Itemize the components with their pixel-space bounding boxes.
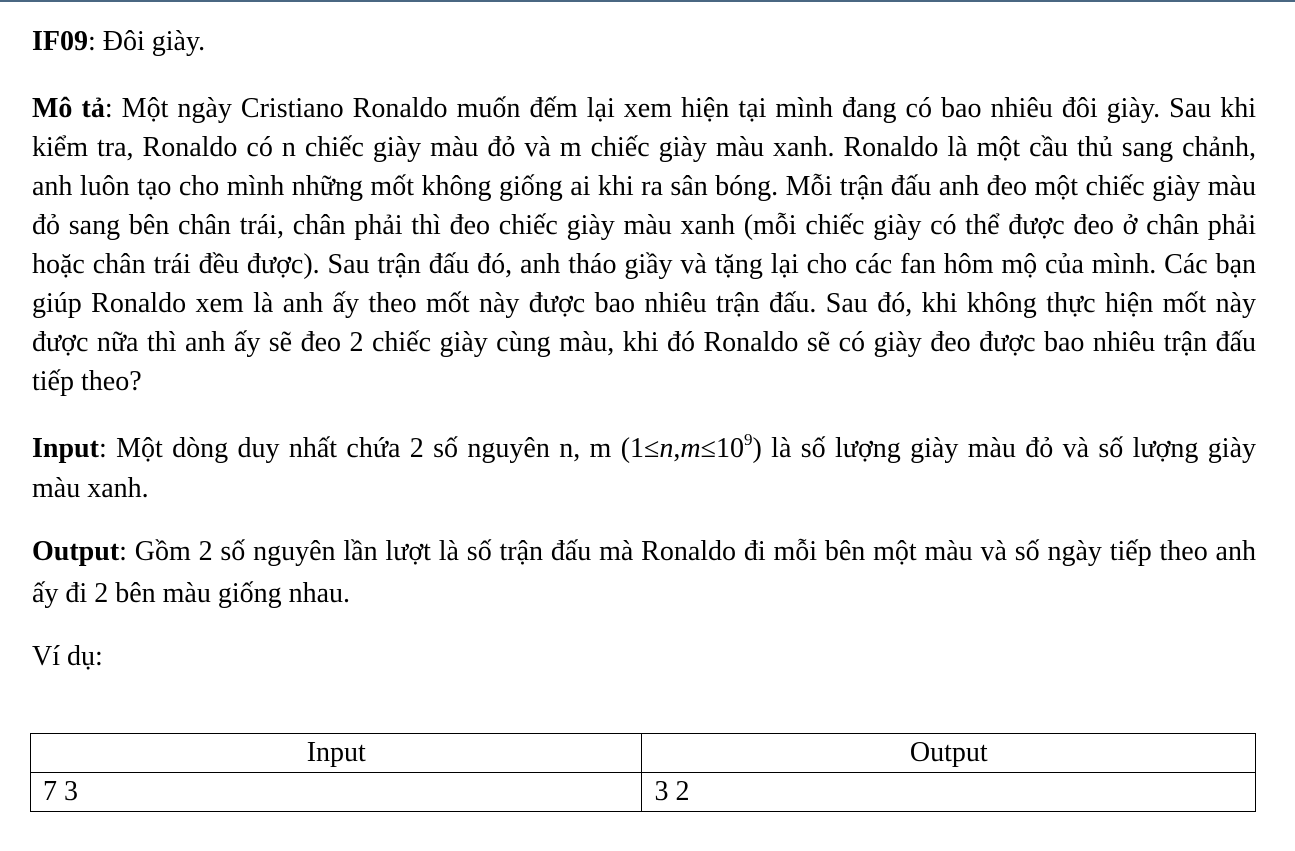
example-input-cell: 7 3 bbox=[31, 773, 642, 812]
output-spec-label: Output bbox=[32, 536, 120, 567]
input-spec-text-before: : Một dòng duy nhất chứa 2 số nguyên n, m (1≤ bbox=[98, 433, 660, 464]
input-spec-leq: ≤10 bbox=[700, 433, 744, 464]
input-spec-var-m: m bbox=[680, 433, 701, 464]
table-row bbox=[31, 773, 1256, 812]
description-label: Mô tả bbox=[32, 93, 105, 124]
output-spec-text: : Gồm 2 số nguyên lần lượt là số trận đấu mà Ronaldo đi mỗi bên một màu và số ngày tiếp theo anh ấy đi 2 bên màu giống nhau. bbox=[32, 536, 1256, 609]
problem-statement bbox=[32, 22, 1256, 696]
input-spec-exponent: 9 bbox=[744, 429, 753, 449]
input-spec-text-after: ) là số lượng giày màu đỏ và số lượng giày màu xanh. bbox=[32, 433, 1256, 504]
output-spec-paragraph bbox=[32, 531, 1256, 615]
description-text: : Một ngày Cristiano Ronaldo muốn đếm lại xem hiện tại mình đang có bao nhiêu đôi giày. Sau khi kiểm tra, Ronaldo có n chiếc giày màu đỏ và m chiếc giày màu xanh. Ronaldo là một cầu thủ sang chảnh, anh luôn tạo cho mình những mốt không giống ai khi ra sân bóng. Mỗi trận đấu anh đeo một chiếc giày màu đỏ sang bên chân trái, chân phải thì đeo chiếc giày màu xanh (mỗi chiếc giày có thể được đeo ở chân phải hoặc chân trái đều được). Sau trận đấu đó, anh tháo giầy và tặng lại cho các fan hôm mộ của mình. Các bạn giúp Ronaldo xem là anh ấy theo mốt này được bao nhiêu trận đấu. Sau đó, khi không thực hiện mốt này được nữa thì anh ấy sẽ đeo 2 chiếc giày cùng màu, khi đó Ronaldo sẽ có giày đeo được bao nhiêu trận đấu tiếp theo? bbox=[32, 93, 1256, 397]
example-table-header-row bbox=[31, 734, 1256, 773]
input-spec-paragraph bbox=[32, 429, 1256, 509]
input-spec-var-n: n bbox=[659, 433, 674, 464]
top-border-line bbox=[0, 0, 1295, 2]
problem-code: IF09 bbox=[32, 26, 88, 57]
input-spec-comma: , bbox=[673, 433, 681, 464]
example-header-input: Input bbox=[31, 734, 642, 773]
description-paragraph bbox=[32, 89, 1256, 401]
example-header-output: Output bbox=[642, 734, 1256, 773]
example-table bbox=[30, 733, 1256, 812]
problem-title bbox=[32, 22, 1256, 61]
example-output-cell: 3 2 bbox=[642, 773, 1256, 812]
problem-name: : Đôi giày. bbox=[88, 26, 206, 57]
example-label: Ví dụ: bbox=[32, 641, 103, 672]
input-spec-label: Input bbox=[32, 433, 99, 464]
